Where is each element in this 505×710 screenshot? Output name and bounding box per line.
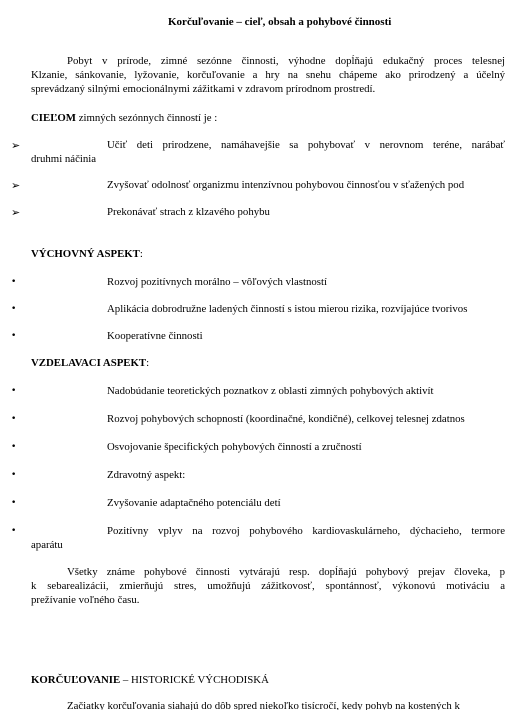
arrow-bullet-icon: ➢ <box>11 179 21 192</box>
history-heading-bold: KORČUĽOVANIE <box>31 674 121 686</box>
educational-item-2: Aplikácia dobrodružne ladených činností s istou mierou rizika, rozvíjajúce tvorivos <box>107 303 468 315</box>
bullet-icon: • <box>11 277 17 287</box>
goals-lead-rest: zimných sezónnych činností je : <box>76 112 218 124</box>
intro-line-2: Klzanie, sánkovanie, lyžovanie, korčuľovanie a hry na snehu chápeme ako prirodzený a účelný <box>31 69 505 81</box>
educational-heading <box>31 248 143 261</box>
educational-item-3: Kooperatívne činnosti <box>107 330 203 342</box>
instructional-heading-colon: : <box>146 357 150 369</box>
instructional-heading-text: VZDELAVACI ASPEKT <box>31 357 147 369</box>
arrow-bullet-icon: ➢ <box>11 206 21 219</box>
bullet-icon: • <box>11 331 17 341</box>
summary-line-1: Všetky známe pohybové činnosti vytvárajú resp. dopĺňajú pohybový prejav človeka, p <box>67 566 505 578</box>
instructional-item-1: Nadobúdanie teoretických poznatkov z oblasti zimných pohybových aktivít <box>107 385 434 397</box>
goal-item-3: Prekonávať strach z klzavého pohybu <box>107 206 270 218</box>
educational-heading-colon: : <box>139 248 143 260</box>
instructional-item-4: Zdravotný aspekt: <box>107 469 186 481</box>
educational-heading-text: VÝCHOVNÝ ASPEKT <box>31 248 140 260</box>
summary-line-3: prežívanie voľného času. <box>31 594 140 606</box>
instructional-item-3: Osvojovanie špecifických pohybových činností a zručností <box>107 441 362 453</box>
instructional-item-2: Rozvoj pohybových schopností (koordinačné, kondičné), celkovej telesnej zdatnos <box>107 413 465 425</box>
instructional-item-6-line-2: aparátu <box>31 539 63 551</box>
goal-item-2: Zvyšovať odolnosť organizmu intenzívnou pohybovou činnosťou v sťažených pod <box>107 179 465 191</box>
instructional-heading <box>31 357 149 370</box>
goals-lead <box>31 112 217 125</box>
history-heading <box>31 674 269 687</box>
bullet-icon: • <box>11 498 17 508</box>
goal-item-1-line-2: druhmi náčinia <box>31 153 97 165</box>
bullet-icon: • <box>11 414 17 424</box>
intro-line-3: sprevádzaný silnými emocionálnymi zážitkami v zdravom prírodnom prostredí. <box>31 83 376 95</box>
page-title: Korčuľovanie – cieľ, obsah a pohybové činnosti <box>168 16 392 28</box>
summary-line-2: k sebarealizácii, zmierňujú stres, umožňujú zážitkovosť, spontánnosť, výkonovú motiváciu a <box>31 580 505 592</box>
educational-item-1: Rozvoj pozitívnych morálno – vôľových vlastností <box>107 276 327 288</box>
bullet-icon: • <box>11 470 17 480</box>
instructional-item-5: Zvyšovanie adaptačného potenciálu detí <box>107 497 281 509</box>
instructional-item-6-line-1: Pozitívny vplyv na rozvoj pohybového kardiovaskulárneho, dýchacieho, termore <box>107 525 505 537</box>
bullet-icon: • <box>11 386 17 396</box>
bullet-icon: • <box>11 304 17 314</box>
bullet-icon: • <box>11 442 17 452</box>
history-line-1: Začiatky korčuľovania siahajú do dôb spred niekoľko tisícročí, kedy pohyb na kostených k <box>67 700 460 710</box>
bullet-icon: • <box>11 526 17 536</box>
intro-line-1: Pobyt v prírode, zimné sezónne činnosti, výhodne dopĺňajú edukačný proces telesnej <box>67 55 505 67</box>
goal-item-1-line-1: Učiť deti prirodzene, namáhavejšie sa pohybovať v nerovnom teréne, narábať <box>107 139 505 151</box>
goals-lead-bold: CIEĽOM <box>31 112 76 124</box>
history-heading-rest: – HISTORICKÉ VÝCHODISKÁ <box>120 674 269 686</box>
arrow-bullet-icon: ➢ <box>11 139 21 152</box>
